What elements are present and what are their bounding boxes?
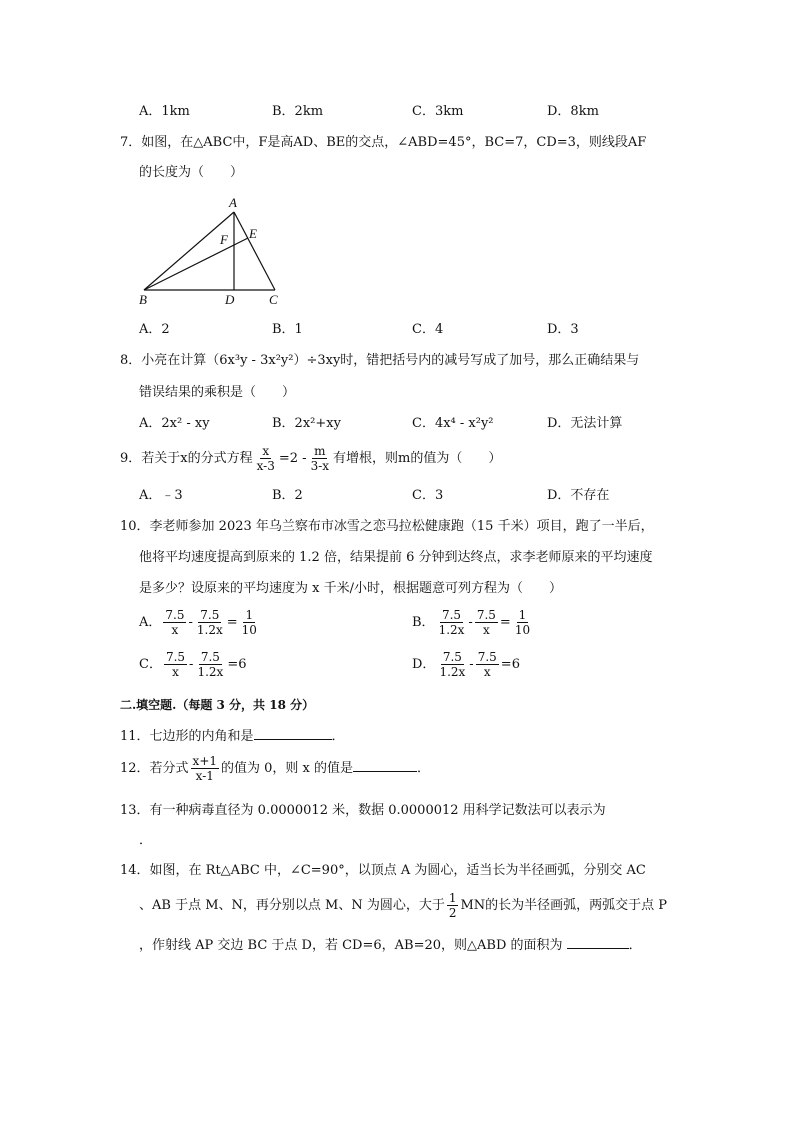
- q9-option-b: B．2: [272, 488, 303, 503]
- q6-option-a: A．1km: [139, 104, 190, 119]
- q14-stem-line1: 14．如图，在 Rt△ABC 中，∠C=90°，以顶点 A 为圆心，适当长为半径画弧，分别交 AC: [120, 863, 646, 878]
- q14-answer-blank[interactable]: [567, 936, 629, 949]
- q7-stem-line2: 的长度为（ ）: [139, 165, 244, 180]
- q10-stem-line2: 他将平均速度提高到原来的 1.2 倍，结果提前 6 分钟到达终点，求李老师原来的平均速度: [139, 550, 653, 565]
- q6-option-c: C．3km: [412, 104, 464, 119]
- q14-stem-line3: ，作射线 AP 交边 BC 于点 D，若 CD=6，AB=20，则△ABD 的面积为 ．: [139, 938, 642, 953]
- q14-half-fraction: $\frac{1}{2}$: [448, 891, 457, 920]
- q13-stem-line1: 13．有一种病毒直径为 0.0000012 米，数据 0.0000012 用科学记数法可以表示为: [120, 803, 606, 818]
- q12-fraction: $\frac{x+1}{x-1}$: [192, 754, 218, 783]
- q7-option-c: C．4: [412, 322, 444, 337]
- q10-option-c: C． $\frac{7.5}{x}$ - $\frac{7.5}{1.2x}$ =6: [139, 650, 247, 679]
- label-c: C: [269, 292, 278, 307]
- segment-ba: [144, 212, 234, 290]
- q8-stem-line1: 8．小亮在计算（6x³y - 3x²y²）÷3xy时，错把括号内的减号写成了加号，那么正确结果与: [120, 353, 640, 368]
- q9-fraction-2: $\frac{m}{3-x}$: [310, 444, 330, 473]
- label-e: E: [249, 226, 257, 241]
- label-d: D: [225, 292, 235, 307]
- altitude-be: [144, 238, 248, 290]
- label-a: A: [229, 195, 237, 210]
- q10-option-d: D． $\frac{7.5}{1.2x}$ - $\frac{7.5}{x}$ =6: [412, 650, 520, 679]
- q6-option-d: D．8km: [547, 104, 599, 119]
- q8-option-b: B．2x²+xy: [272, 416, 341, 431]
- label-b: B: [139, 292, 147, 307]
- q10-option-a: A． $\frac{7.5}{x}$ - $\frac{7.5}{1.2x}$ = $\frac{1}{10}$: [139, 608, 257, 637]
- segment-ac: [234, 212, 275, 290]
- q7-option-a: A．2: [139, 322, 170, 337]
- q12-stem: 12．若分式 $\frac{x+1}{x-1}$ 的值为 0，则 x 的值是 ．: [120, 754, 431, 783]
- q8-option-c: C．4x⁴ - x²y²: [412, 416, 494, 431]
- q8-stem-line2: 错误结果的乘积是（ ）: [139, 385, 296, 400]
- section-2-title: 二.填空题.（每题 3 分，共 18 分）: [120, 698, 315, 712]
- q8-option-a: A．2x² - xy: [139, 416, 210, 431]
- q7-triangle-figure: [130, 192, 290, 312]
- q9-option-c: C．3: [412, 488, 444, 503]
- q11-answer-blank[interactable]: [254, 727, 332, 740]
- q10-stem-line3: 是多少？设原来的平均速度为 x 千米/小时，根据题意可列方程为（ ）: [139, 581, 562, 596]
- q10-option-b: B． $\frac{7.5}{1.2x}$ - $\frac{7.5}{x}$ = $\frac{1}{10}$: [412, 608, 531, 637]
- q9-stem: [120, 444, 501, 474]
- q9-option-d: D．不存在: [547, 488, 610, 503]
- q11-stem: 11．七边形的内角和是 ．: [120, 729, 345, 744]
- label-f: F: [220, 232, 228, 247]
- q9-option-a: A．﹣3: [139, 488, 183, 503]
- q9-prefix: 9．若关于x的分式方程: [120, 451, 253, 466]
- q9-suffix: 有增根，则m的值为（ ）: [333, 451, 502, 466]
- q7-option-b: B．1: [272, 322, 303, 337]
- q9-fraction-1: $\frac{x}{x-3}$: [256, 444, 275, 473]
- q9-middle: =2 -: [278, 451, 307, 466]
- q7-option-d: D．3: [547, 322, 579, 337]
- q13-period: ．: [139, 833, 153, 848]
- q14-stem-line2: 、AB 于点 M、N，再分别以点 M、N 为圆心，大于 $\frac{1}{2}$ MN的长为半径画弧，两弧交于点 P: [139, 891, 668, 920]
- q10-stem-line1: 10．李老师参加 2023 年乌兰察布市冰雪之恋马拉松健康跑（15 千米）项目，跑了一半后，: [120, 519, 654, 534]
- q6-option-b: B．2km: [272, 104, 324, 119]
- q12-answer-blank[interactable]: [353, 759, 417, 772]
- q8-option-d: D．无法计算: [547, 416, 623, 431]
- q7-stem-line1: 7．如图，在△ABC中，F是高AD、BE的交点，∠ABD=45°，BC=7，CD=3，则线段AF: [120, 135, 647, 150]
